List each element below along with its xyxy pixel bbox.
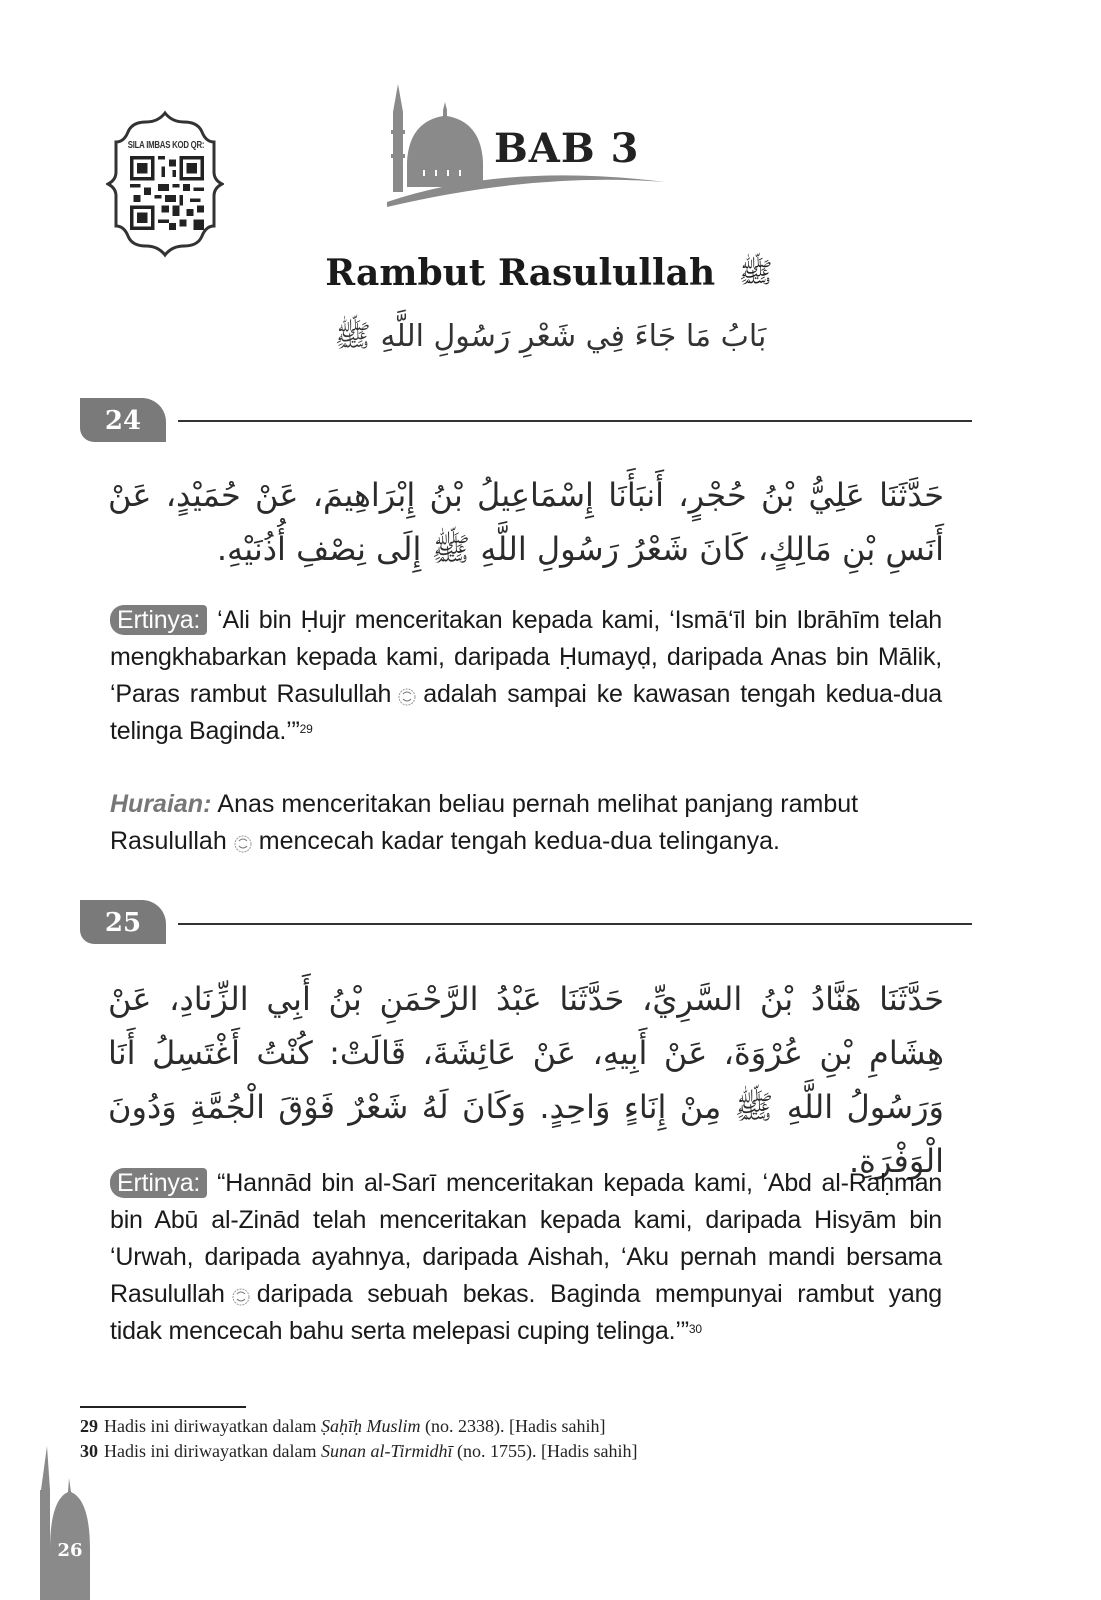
footnote-ref[interactable]: 29 — [299, 722, 313, 736]
hadith-arabic-text: حَدَّثَنَا عَلِيُّ بْنُ حُجْرٍ، أَنبَأَنَا إِسْمَاعِيلُ بْنُ إِبْرَاهِيمَ، عَنْ حُمَيْدٍ، عَنْ أَنَسِ بْنِ مَالِكٍ، كَانَ شَعْرُ رَسُولِ اللَّهِ ﷺ إِلَى نِصْفِ أُذُنَيْهِ. — [108, 476, 944, 568]
footnote-item — [80, 1414, 637, 1439]
footnote-text: (no. 2338). [Hadis sahih] — [420, 1416, 606, 1436]
translation-text: ‘Ali bin Ḥujr menceritakan kepada kami, ‘Ismā‘īl bin Ibrāhīm telah mengkhabarkan kepada kami, daripada Ḥumayḍ, daripada Anas bin Mālik, ‘Paras rambut Rasulullah — [110, 606, 942, 708]
salawat-icon — [397, 683, 417, 707]
hadith-number-badge: 25 — [80, 900, 166, 944]
explanation-text: Anas menceritakan beliau pernah melihat panjang rambut Rasulullah — [110, 790, 859, 855]
footnote-text: Hadis ini diriwayatkan dalam — [104, 1416, 321, 1436]
footnote-source: Ṣaḥīḥ Muslim — [320, 1416, 421, 1436]
translation-text: adalah sampai ke kawasan tengah kedua-dua telinga Baginda.’” — [110, 680, 942, 745]
translation-text: “Hannād bin al-Sarī menceritakan kepada kami, ‘Abd al-Raḥman bin Abū al-Zinād telah menceritakan kepada kami, daripada Hisyām bin ‘Urwah, daripada ayahnya, daripada Aishah, ‘Aku pernah mandi bersama Rasulullah — [110, 1169, 942, 1308]
arabic-chapter-title: بَابُ مَا جَاءَ فِي شَعْرِ رَسُولِ اللَّهِ ﷺ — [334, 319, 767, 354]
explanation-label: Huraian: — [110, 790, 212, 818]
footnote-number: 30 — [80, 1441, 98, 1461]
hadith-arabic-text: حَدَّثَنَا هَنَّادُ بْنُ السَّرِيِّ، حَدَّثَنَا عَبْدُ الرَّحْمَنِ بْنُ أَبِي الزِّنَادِ، عَنْ هِشَامِ بْنِ عُرْوَةَ، عَنْ أَبِيهِ، عَنْ عَائِشَةَ، قَالَتْ: كُنْتُ أَغْتَسِلُ أَنَا وَرَسُولُ اللَّهِ ﷺ مِنْ إِنَاءٍ وَاحِدٍ. وَكَانَ لَهُ شَعْرٌ فَوْقَ الْجُمَّةِ وَدُونَ الْوَفْرَةِ. — [108, 980, 944, 1180]
divider — [178, 923, 972, 925]
footnote-ref[interactable]: 30 — [688, 1322, 702, 1336]
explanation-text: mencecah kadar tengah kedua-dua telinganya. — [258, 827, 780, 855]
footnote-text: Hadis ini diriwayatkan dalam — [104, 1441, 321, 1461]
footnote-rule — [80, 1406, 246, 1408]
salawat-icon — [233, 830, 253, 854]
mosque-page-icon — [20, 1440, 120, 1600]
page-title — [0, 252, 1101, 296]
footnotes — [80, 1414, 637, 1464]
hadith-translation — [110, 602, 942, 750]
qr-code[interactable] — [130, 156, 204, 230]
translation-label: Ertinya: — [110, 1168, 207, 1198]
salawat-icon — [231, 1283, 251, 1307]
qr-label: SILA IMBAS KOD QR: — [127, 140, 205, 151]
chapter-label: BAB 3 — [494, 125, 640, 172]
page-number: 26 — [57, 1540, 83, 1561]
footnote-text: (no. 1755). [Hadis sahih] — [452, 1441, 638, 1461]
divider — [178, 420, 972, 422]
page-title-text: Rambut Rasulullah — [325, 252, 716, 294]
translation-label: Ertinya: — [110, 605, 207, 635]
hadith-explanation — [110, 786, 942, 860]
footnote-number: 29 — [80, 1416, 98, 1436]
hadith-number-badge: 24 — [80, 398, 166, 442]
footnote-source: Sunan al-Tirmidhī — [320, 1441, 453, 1461]
salawat-icon: ﷺ — [738, 256, 773, 289]
translation-text: daripada sebuah bekas. Baginda mempunyai rambut yang tidak mencecah bahu serta melepasi cuping telinga.’” — [110, 1280, 942, 1345]
hadith-translation — [110, 1165, 942, 1350]
footnote-item — [80, 1439, 637, 1464]
